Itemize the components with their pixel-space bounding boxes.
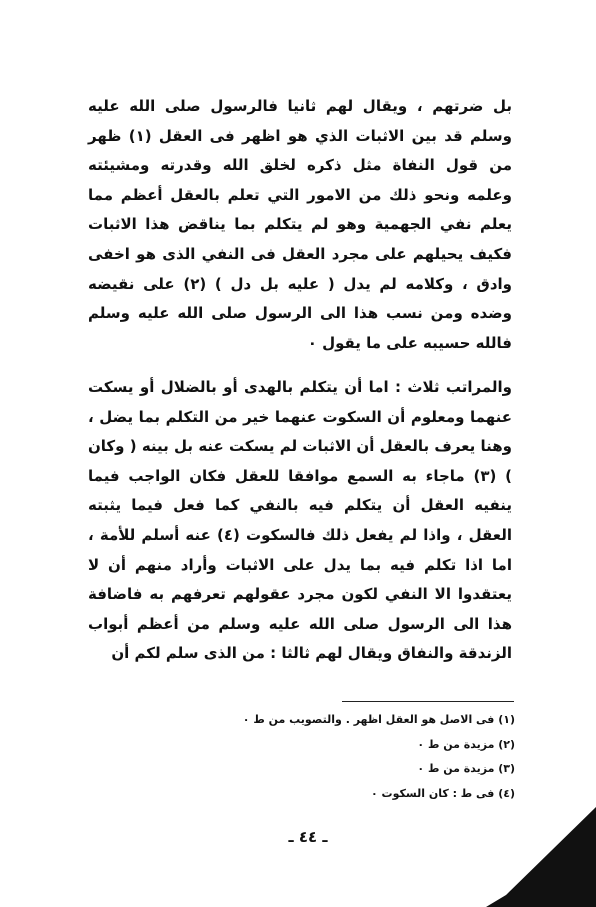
page-corner-shadow bbox=[486, 777, 596, 907]
footnotes-list bbox=[180, 708, 515, 806]
body-paragraph-1: بل ضرتهم ، ويقال لهم ثانيا فالرسول صلى الله عليه وسلم قد بين الاثبات الذي هو اظهر فى العقل (١) ظهر من قول النفاة مثل ذكره لخلق الله وقدرته ومشيئته وعلمه ونحو ذلك من الامور التي تعلم بالعقل أعظم مما يعلم نفي الجهمية وهو لم يتكلم بما يناقض هذا الاثبات فكيف يحيلهم على مجرد العقل فى النفي الذى هو اخفى وادق ، وكلامه لم يدل ( عليه بل دل ) (٢) على نقيضه وضده ومن نسب هذا الى الرسول صلى الله عليه وسلم فالله حسيبه على ما يقول ٠ bbox=[88, 97, 512, 352]
body-paragraph-2: والمراتب ثلاث : اما أن يتكلم بالهدى أو بالضلال أو يسكت عنهما ومعلوم أن السكوت عنهما خير من التكلم بما يضل ، وهنا يعرف بالعقل أن الاثبات لم يسكت عنه بل بينه ( وكان ) (٣) ماجاء به السمع موافقا للعقل فكان الواجب فيما ينفيه العقل أن يتكلم فيه بالنفي كما فعل فيما يثبته العقل ، واذا لم يفعل ذلك فالسكوت (٤) عنه أسلم للأمة ، اما اذا تكلم فيه بما يدل على الاثبات وأراد منهم أن لا يعتقدوا الا النفي لكون مجرد عقولهم تعرفهم به فاضافة هذا الى الرسول صلى الله عليه وسلم من أعظم أبواب الزندقة والنفاق ويقال لهم ثالثا : من الذى سلم لكم أن bbox=[88, 378, 512, 663]
footnote-3: (٣) مزيدة من ط ٠ bbox=[417, 762, 515, 775]
footnote-4: (٤) فى ط : كان السكوت ٠ bbox=[371, 786, 515, 800]
page-number: ـ ٤٤ ـ bbox=[288, 828, 328, 846]
footnote-separator bbox=[342, 701, 514, 702]
footnote-2: (٢) مزيدة من ط ٠ bbox=[417, 737, 515, 751]
footnote-1: (١) فى الاصل هو العقل اظهر . والتصويب من ط ٠ bbox=[242, 713, 515, 726]
